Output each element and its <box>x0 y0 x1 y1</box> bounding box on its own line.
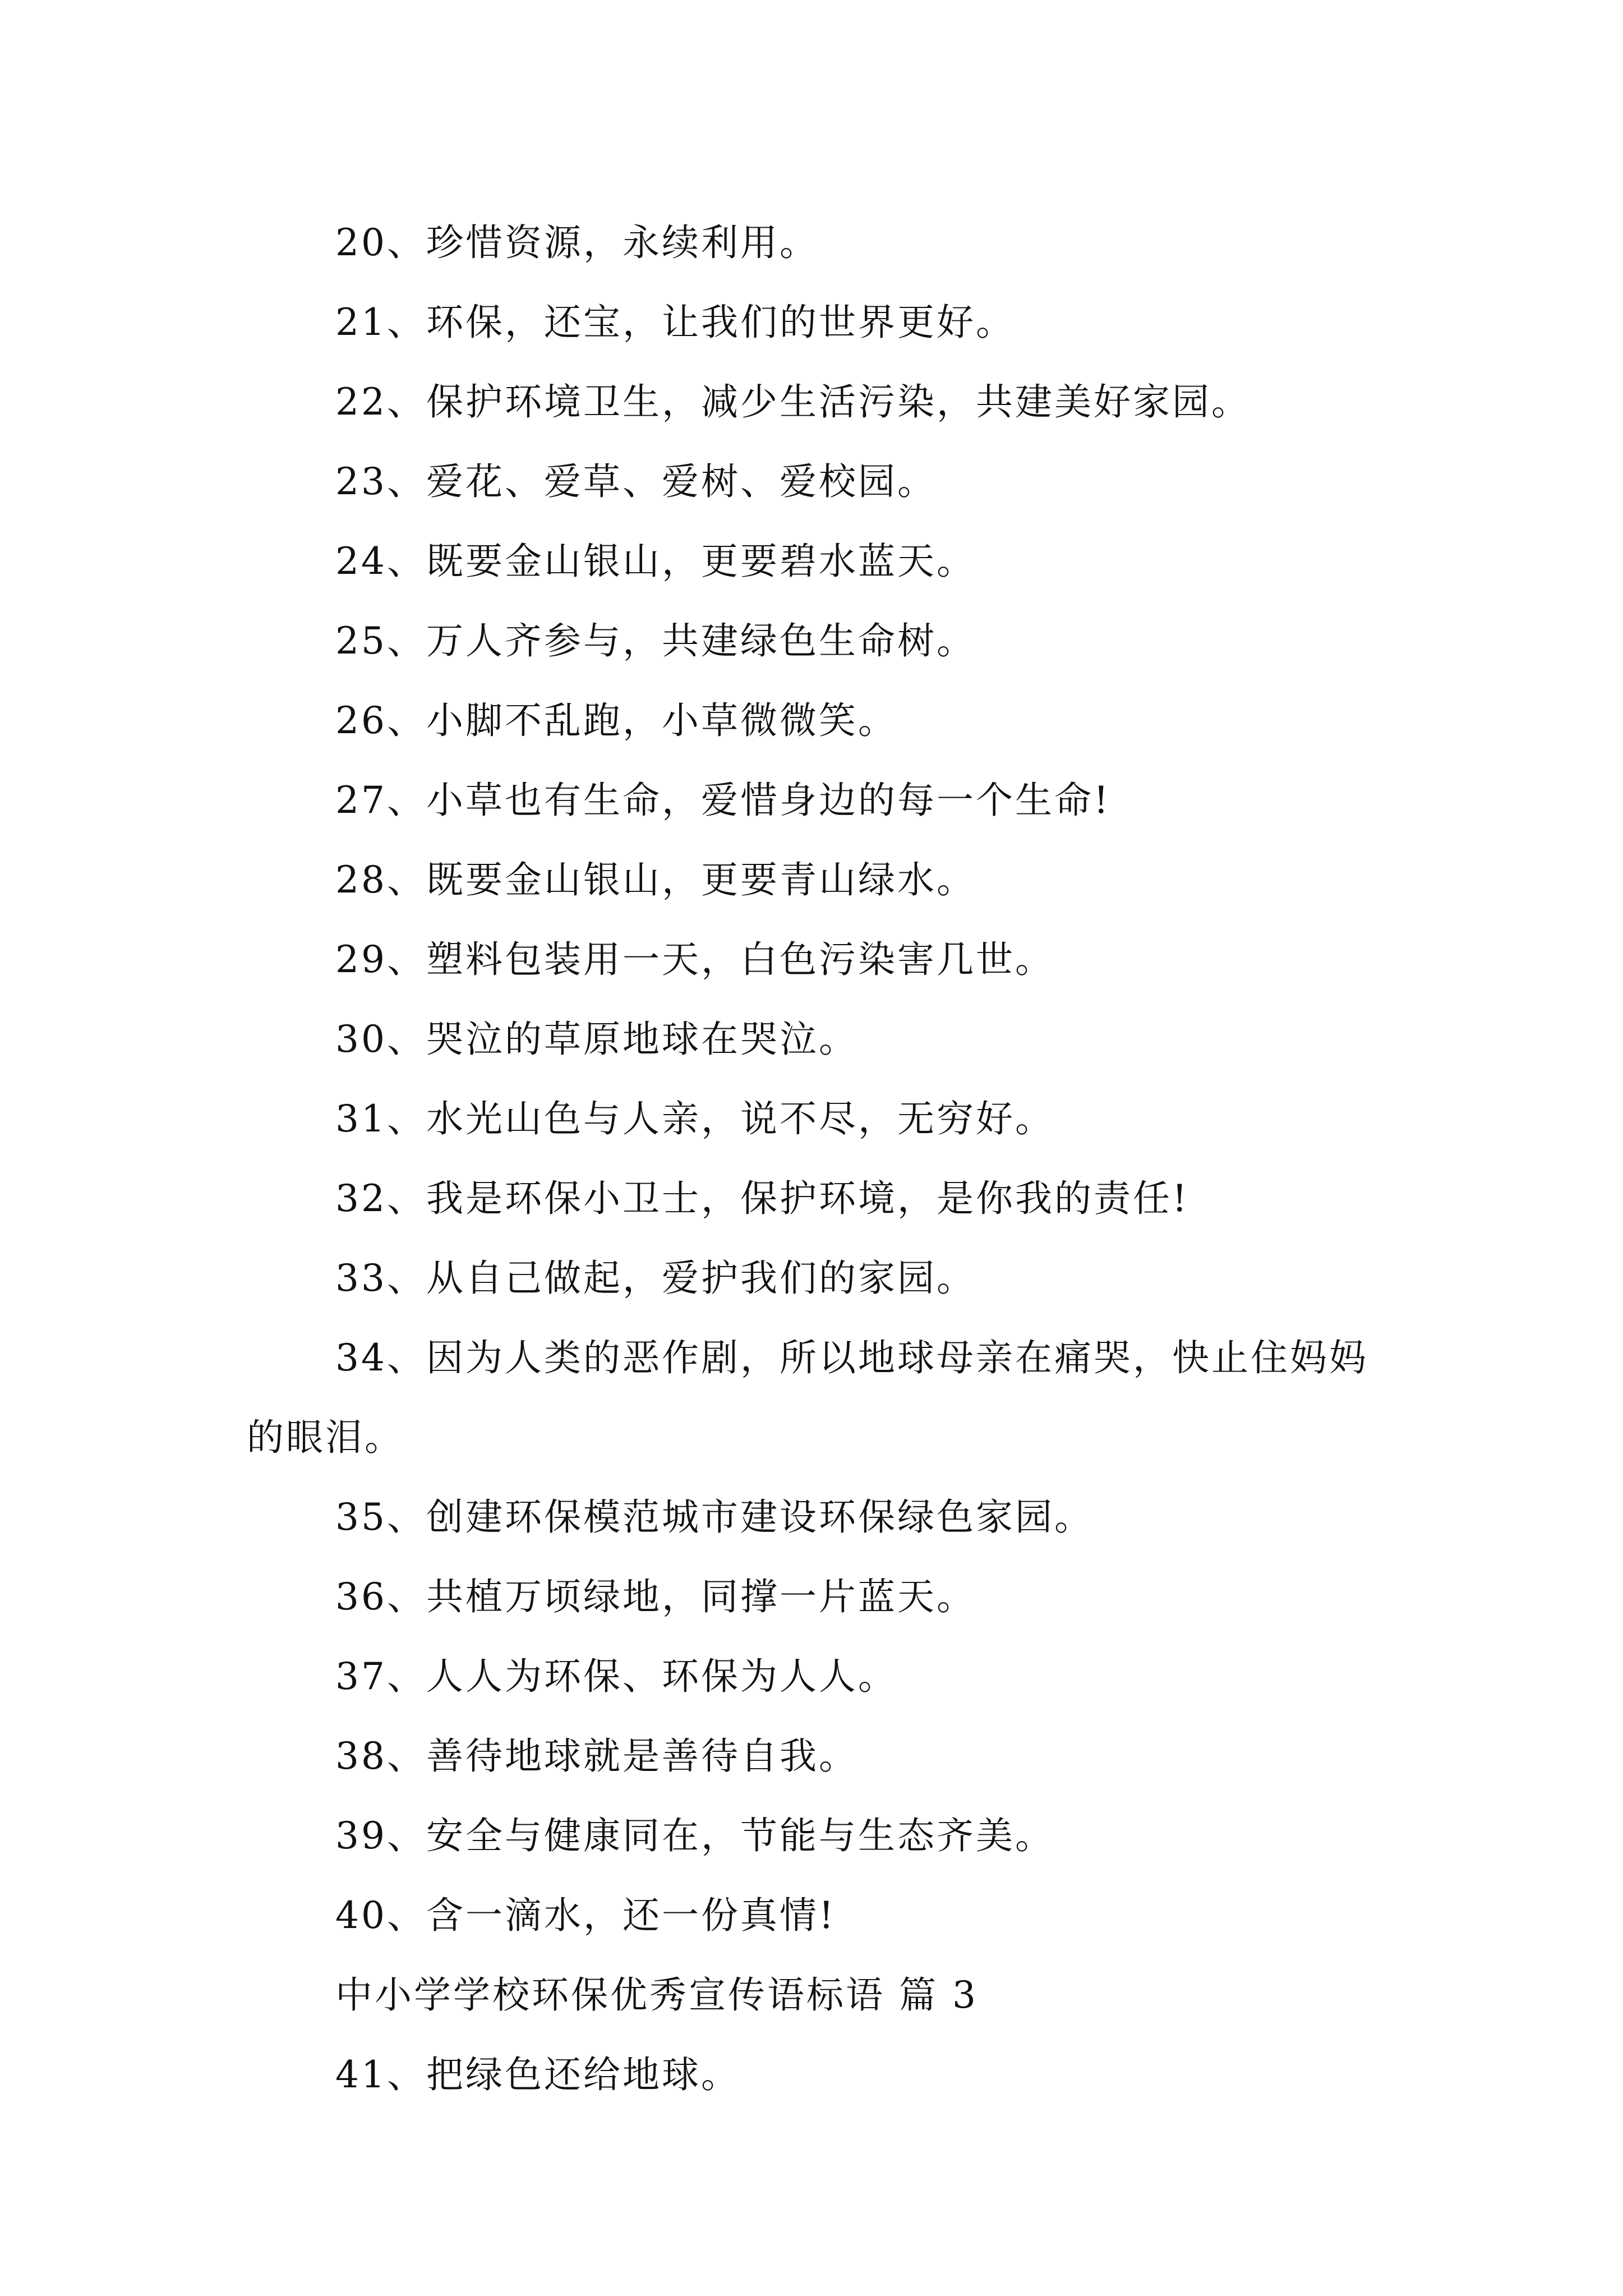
slogan-line: 20、珍惜资源，永续利用。 <box>335 221 819 264</box>
slogan-line: 31、水光山色与人亲，说不尽，无穷好。 <box>335 1097 1054 1140</box>
slogan-line: 28、既要金山银山，更要青山绿水。 <box>335 858 976 901</box>
section-heading: 中小学学校环保优秀宣传语标语 篇 3 <box>335 1973 978 2017</box>
slogan-line: 39、安全与健康同在，节能与生态齐美。 <box>335 1814 1054 1857</box>
slogan-line: 29、塑料包装用一天，白色污染害几世。 <box>335 938 1054 981</box>
slogan-line: 24、既要金山银山，更要碧水蓝天。 <box>335 540 976 583</box>
slogan-line: 25、万人齐参与，共建绿色生命树。 <box>335 619 976 662</box>
slogan-line: 35、创建环保模范城市建设环保绿色家园。 <box>335 1496 1094 1539</box>
document-body <box>247 203 1391 2115</box>
slogan-line: 38、善待地球就是善待自我。 <box>335 1734 858 1778</box>
slogan-line: 21、环保，还宝，让我们的世界更好。 <box>335 301 1015 344</box>
slogan-line: 26、小脚不乱跑，小草微微笑。 <box>335 699 897 742</box>
slogan-line: 22、保护环境卫生，减少生活污染，共建美好家园。 <box>335 380 1251 424</box>
slogan-line: 41、把绿色还给地球。 <box>335 2053 740 2096</box>
slogan-line: 37、人人为环保、环保为人人。 <box>335 1655 897 1698</box>
slogan-line: 36、共植万顷绿地，同撑一片蓝天。 <box>335 1575 976 1618</box>
slogan-line: 27、小草也有生命，爱惜身边的每一个生命! <box>335 779 1111 822</box>
slogan-line: 32、我是环保小卫士，保护环境，是你我的责任! <box>335 1177 1189 1220</box>
slogan-paragraph: 34、因为人类的恶作剧，所以地球母亲在痛哭，快止住妈妈的眼泪。 <box>247 1336 1368 1459</box>
slogan-line: 23、爱花、爱草、爱树、爱校园。 <box>335 460 937 503</box>
slogan-line: 33、从自己做起，爱护我们的家园。 <box>335 1257 976 1300</box>
slogan-line: 40、含一滴水，还一份真情! <box>335 1894 836 1937</box>
slogan-line: 30、哭泣的草原地球在哭泣。 <box>335 1018 858 1061</box>
